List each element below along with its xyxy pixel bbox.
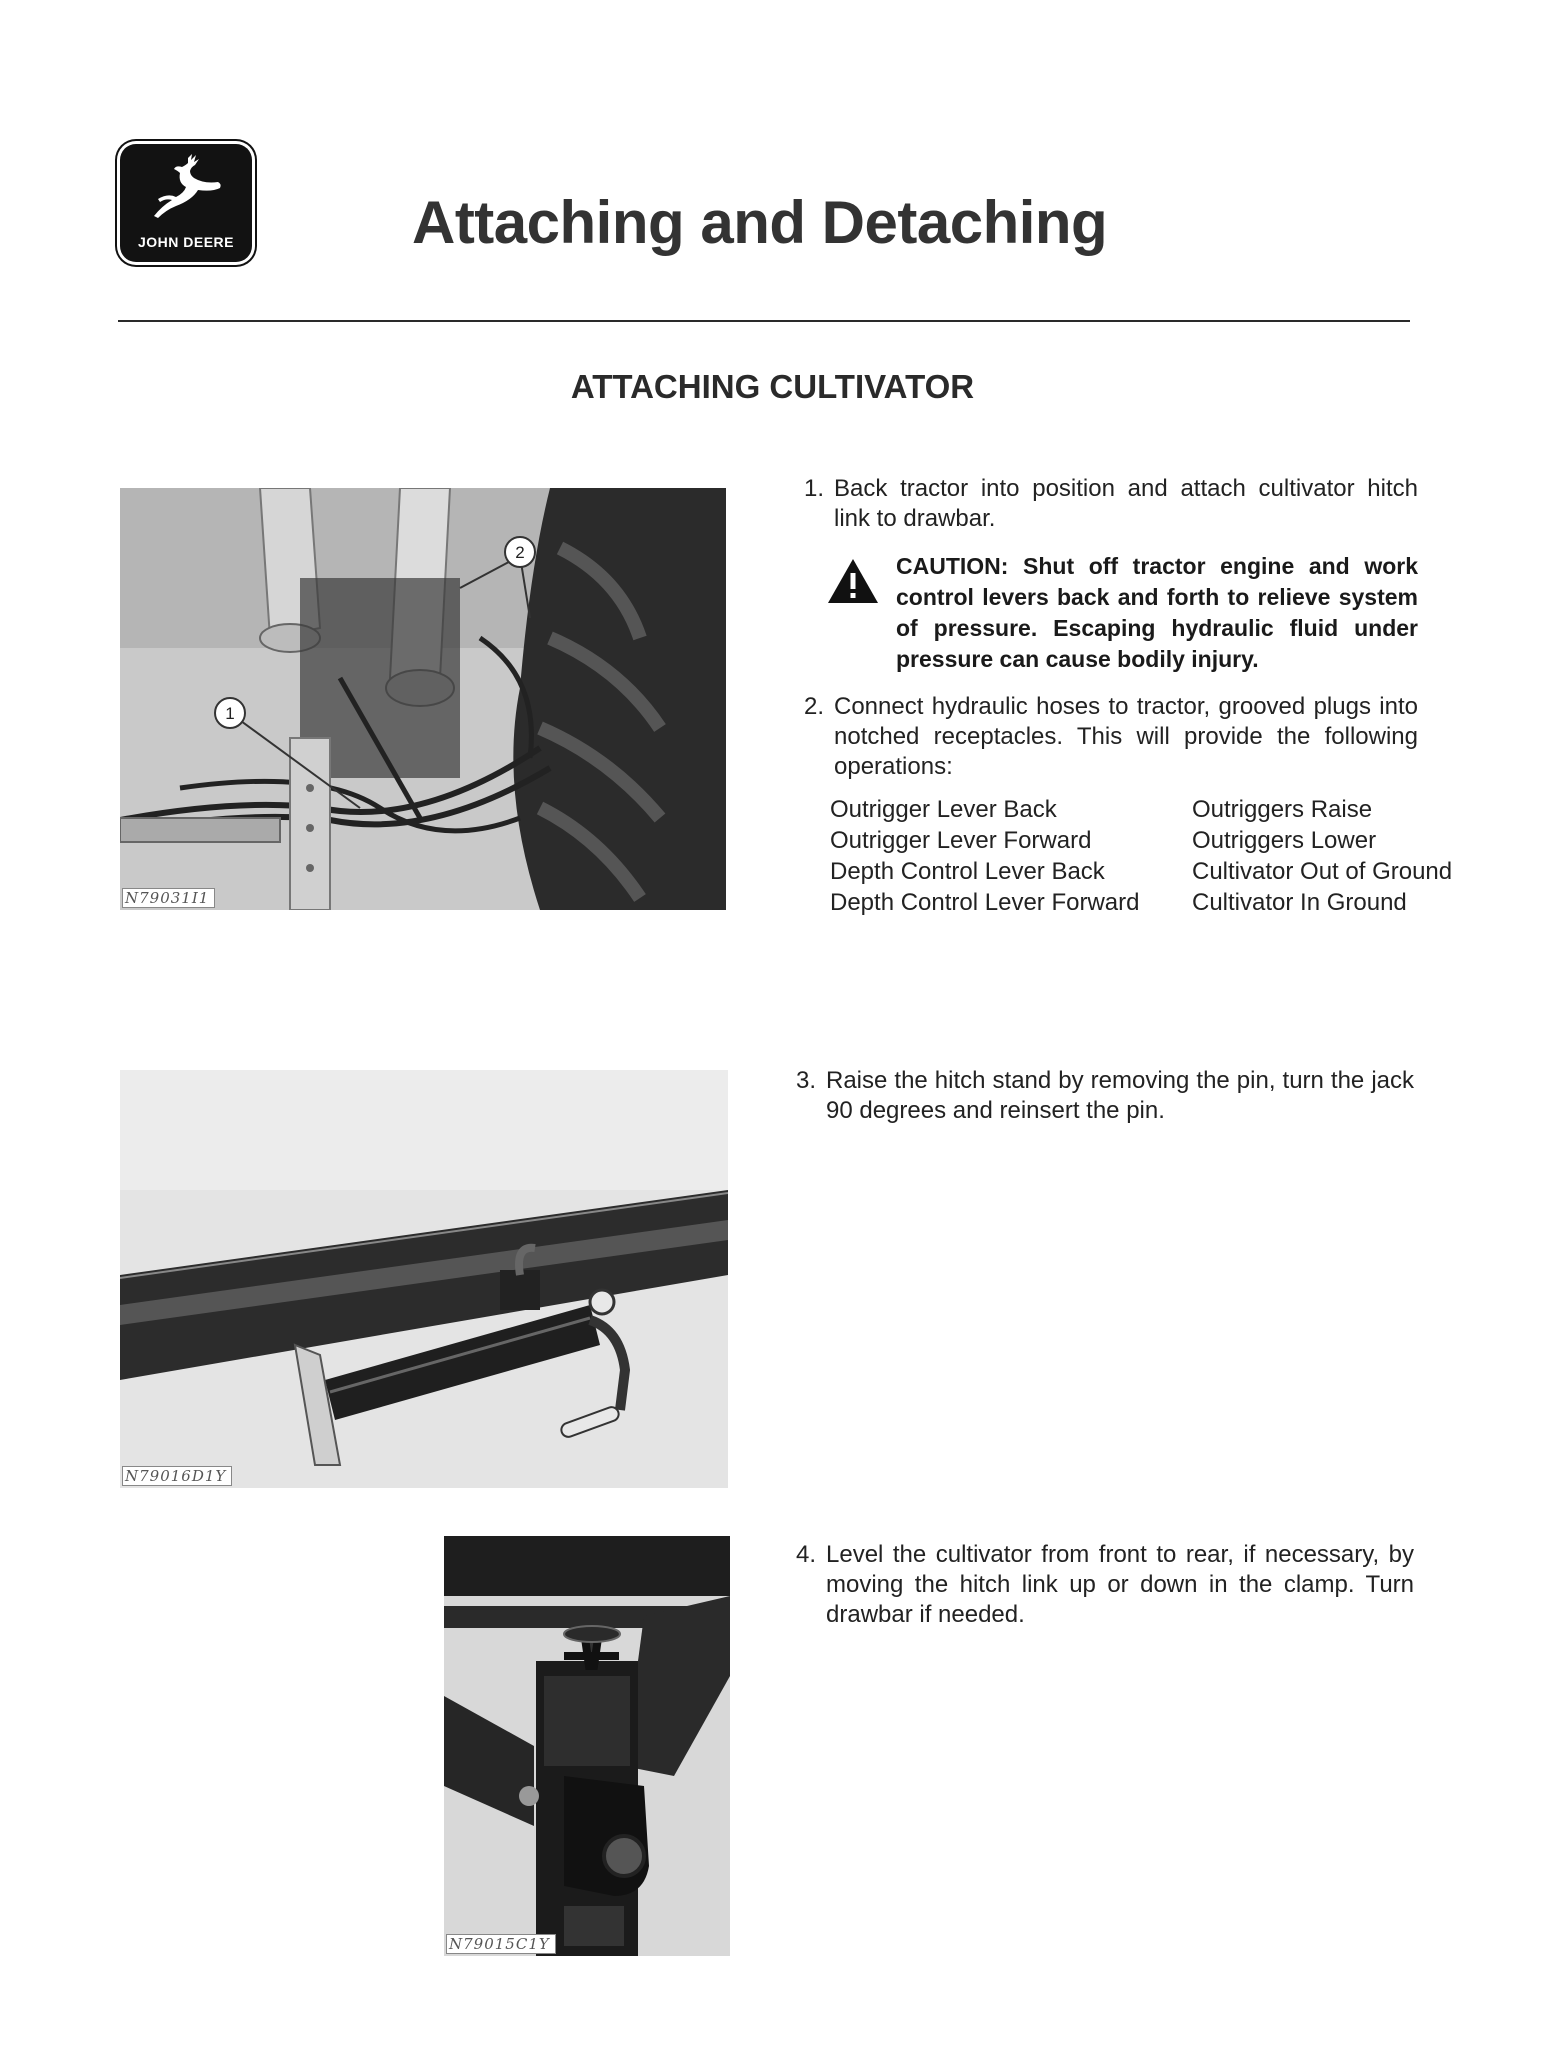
step-2 [804, 692, 1418, 786]
header-rule [118, 320, 1410, 322]
operation-control: Depth Control Lever Forward [830, 889, 1140, 916]
photo-hitch-stand [120, 1070, 728, 1488]
photo-code: N79016D1Y [122, 1466, 232, 1486]
operation-result: Cultivator In Ground [1192, 889, 1407, 916]
operation-control: Outrigger Lever Forward [830, 827, 1092, 854]
step-text: Raise the hitch stand by removing the pin, turn the jack 90 degrees and reinsert the pin. [826, 1067, 1414, 1124]
caution-note [896, 551, 1418, 675]
page-title: Attaching and Detaching [412, 189, 1108, 256]
callout-1: 1 [225, 704, 235, 723]
table-row [830, 858, 1510, 889]
table-row [830, 796, 1510, 827]
operations-table [830, 796, 1510, 920]
john-deere-logo [120, 144, 252, 262]
step-text: Back tractor into position and attach cultivator hitch link to drawbar. [834, 475, 1418, 532]
step-text: Level the cultivator from front to rear, if necessary, by moving the hitch link up or down in the clamp. Turn drawbar if needed. [826, 1541, 1414, 1628]
operation-control: Outrigger Lever Back [830, 796, 1057, 823]
logo-text: JOHN DEERE [137, 234, 235, 250]
operation-result: Cultivator Out of Ground [1192, 858, 1453, 885]
step-number: 4. [796, 1541, 817, 1568]
photo-hitch-clamp [444, 1536, 730, 1956]
photo-code: N79015C1Y [446, 1934, 556, 1954]
callout-2: 2 [515, 543, 525, 562]
step-1 [804, 474, 1418, 536]
step-text: Connect hydraulic hoses to tractor, grooved plugs into notched receptacles. This will provide the following operations: [834, 693, 1418, 780]
step-number: 3. [796, 1067, 817, 1094]
warning-triangle-icon [826, 557, 880, 605]
table-row [830, 889, 1510, 920]
table-row [830, 827, 1510, 858]
step-3 [796, 1066, 1414, 1128]
section-title: ATTACHING CULTIVATOR [570, 368, 975, 405]
caution-text: CAUTION: Shut off tractor engine and work control levers back and forth to relieve system of pressure. Escaping hydraulic fluid under pressure can cause bodily injury. [896, 553, 1418, 672]
step-number: 1. [804, 475, 825, 502]
step-4 [796, 1540, 1414, 1634]
photo-hydraulic-hoses [120, 488, 726, 910]
operation-result: Outriggers Lower [1192, 827, 1377, 854]
operation-control: Depth Control Lever Back [830, 858, 1105, 885]
step-number: 2. [804, 693, 825, 720]
leaping-deer-icon [142, 152, 230, 230]
operation-result: Outriggers Raise [1192, 796, 1373, 823]
photo-code: N79031I1 [122, 888, 215, 908]
